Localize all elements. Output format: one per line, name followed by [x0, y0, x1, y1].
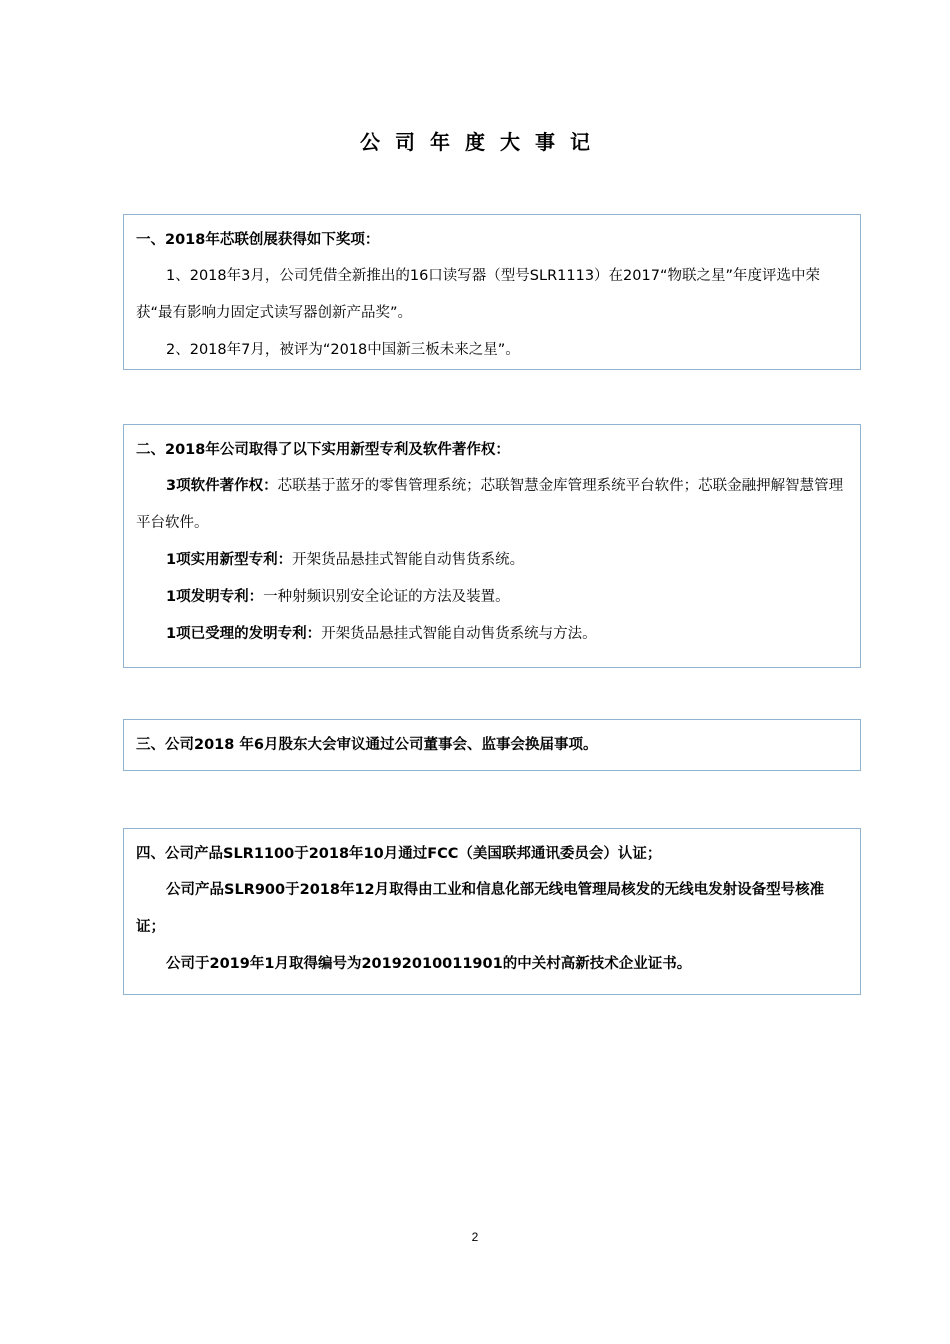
patent-item-text: 一种射频识别安全论证的方法及装置。 [263, 589, 510, 605]
shareholder-meeting-section [123, 719, 861, 771]
patent-item [136, 579, 850, 616]
certification-paragraph: 公司于2019年1月取得编号为20192010011901的中关村高新技术企业证书。 [166, 956, 692, 972]
patent-item-text: 开架货品悬挂式智能自动售货系统与方法。 [321, 626, 597, 642]
patent-item [136, 616, 850, 653]
patent-item [136, 542, 850, 579]
section-heading: 三、公司2018 年6月股东大会审议通过公司董事会、监事会换届事项。 [136, 737, 598, 753]
section-heading: 二、2018年公司取得了以下实用新型专利及软件著作权： [136, 442, 510, 458]
patent-item-label: 1项已受理的发明专利： [166, 626, 322, 642]
award-paragraph: 2、2018年7月，被评为“2018中国新三板未来之星”。 [166, 342, 520, 358]
certifications-section [123, 828, 861, 995]
page-title: 公司年度大事记 [360, 130, 605, 154]
awards-section [123, 214, 861, 370]
section-heading: 四、公司产品SLR1100于2018年10月通过FCC（美国联邦通讯委员会）认证； [136, 846, 662, 862]
patent-item-label: 3项软件著作权： [166, 478, 278, 494]
patent-item-text: 芯联基于蓝牙的零售管理系统；芯联智慧金库管理系统平台软件；芯联金融押解智慧管理平台软件。 [136, 478, 844, 531]
patent-item [136, 468, 850, 542]
section-heading: 一、2018年芯联创展获得如下奖项： [136, 232, 380, 248]
page-number: 2 [471, 1230, 479, 1244]
patent-item-label: 1项发明专利： [166, 589, 264, 605]
patent-item-text: 开架货品悬挂式智能自动售货系统。 [292, 552, 525, 568]
patents-section [123, 424, 861, 668]
certification-paragraph: 公司产品SLR900于2018年12月取得由工业和信息化部无线电管理局核发的无线电发射设备型号核准证； [136, 882, 825, 935]
award-paragraph: 1、2018年3月，公司凭借全新推出的16口读写器（型号SLR1113）在2017“物联之星”年度评选中荣获“最有影响力固定式读写器创新产品奖”。 [136, 268, 820, 321]
patent-item-label: 1项实用新型专利： [166, 552, 293, 568]
